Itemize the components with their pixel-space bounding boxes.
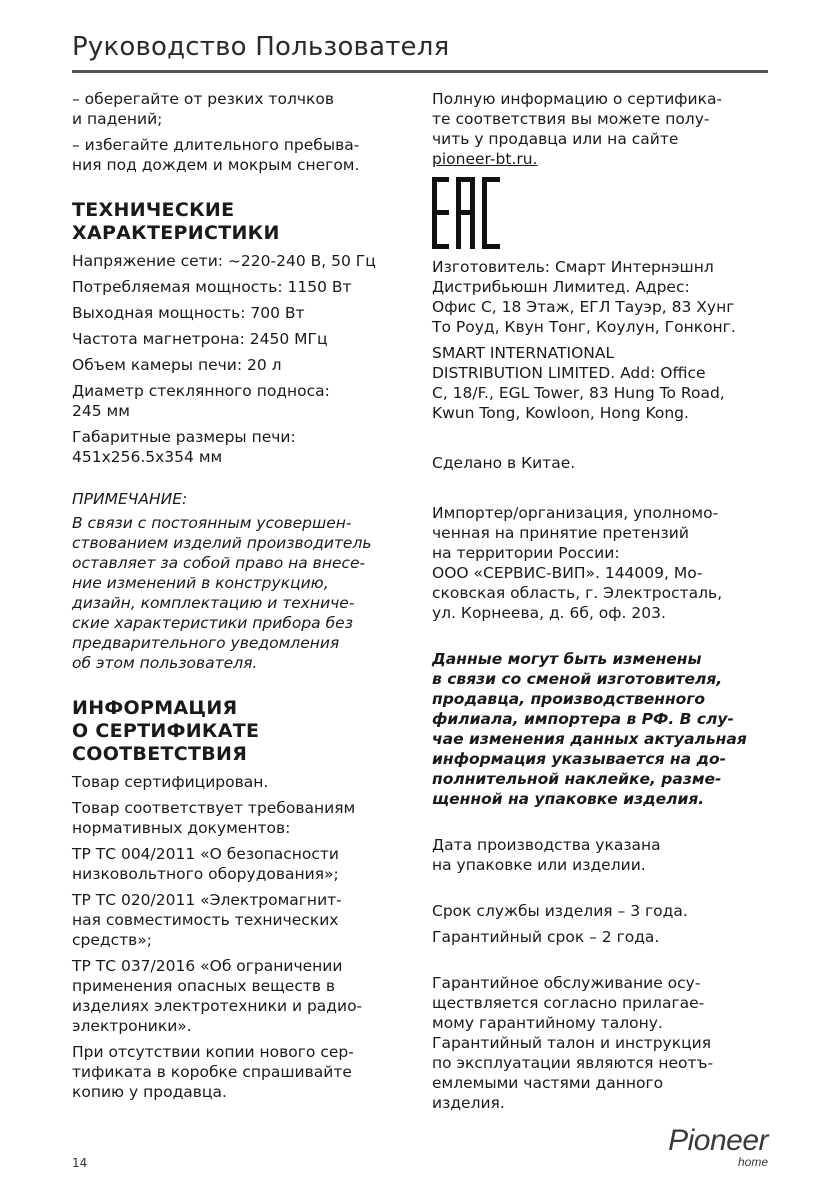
tech-specs-heading: ТЕХНИЧЕСКИЕ ХАРАКТЕРИСТИКИ bbox=[72, 199, 280, 244]
spec-output-power: Выходная мощность: 700 Вт bbox=[72, 304, 305, 322]
warranty-service-info: Гарантийное обслуживание осу- ществляется согласно прилагае- мому гарантийному талону. Гарантийный талон и инструкция по эксплуатации являются неотъ- емлемыми частями данного изделия. bbox=[432, 974, 714, 1112]
brand-logo bbox=[620, 1126, 768, 1169]
production-date-info: Дата производства указана на упаковке или изделии. bbox=[432, 836, 661, 874]
data-change-notice: Данные могут быть изменены в связи со сменой изготовителя, продавца, производственного филиала, импортера в РФ. В слу- чае изменения данных актуальная информация указывается на до- полнительной наклейке, разме- щенной на упаковке изделия. bbox=[432, 650, 747, 808]
made-in: Сделано в Китае. bbox=[432, 454, 576, 472]
spec-dimensions: Габаритные размеры печи: 451х256.5х354 мм bbox=[72, 428, 296, 466]
service-life: Срок службы изделия – 3 года. bbox=[432, 902, 688, 920]
manufacturer-ru: Изготовитель: Смарт Интернэшнл Дистрибьюшн Лимитед. Адрес: Офис С, 18 Этаж, ЕГЛ Тауэр, 83 Хунг То Роуд, Квун Тонг, Коулун, Гонконг. bbox=[432, 258, 736, 336]
spec-cavity-volume: Объем камеры печи: 20 л bbox=[72, 356, 282, 374]
cert-paragraph: ТР ТС 004/2011 «О безопасности низковольтного оборудования»; bbox=[72, 845, 339, 883]
brand-name: Pioneer bbox=[668, 1124, 768, 1157]
cert-paragraph: При отсутствии копии нового сер- тификата в коробке спрашивайте копию у продавца. bbox=[72, 1043, 354, 1101]
care-item-shocks: – оберегайте от резких толчков и падений; bbox=[72, 90, 334, 128]
cert-site-link[interactable]: pioneer-bt.ru. bbox=[432, 150, 538, 168]
cert-info-text bbox=[432, 89, 772, 169]
warranty-term: Гарантийный срок – 2 года. bbox=[432, 928, 660, 946]
spec-power-consumption: Потребляемая мощность: 1150 Вт bbox=[72, 278, 352, 296]
importer-info: Импортер/организация, уполномо- ченная на принятие претензий на территории России: ООО «СЕРВИС-ВИП». 144009, Мо- сковская область, г. Электросталь, ул. Корнеева, д. 6б, оф. 203. bbox=[432, 504, 723, 622]
cert-paragraph: ТР ТС 020/2011 «Электромагнит- ная совместимость технических средств»; bbox=[72, 891, 342, 949]
cert-paragraph: ТР ТС 037/2016 «Об ограничении применения опасных веществ в изделиях электротехники и радио- электроники». bbox=[72, 957, 363, 1035]
brand-subtitle: home bbox=[737, 1155, 768, 1169]
manufacturer-en: SMART INTERNATIONAL DISTRIBUTION LIMITED. Add: Office C, 18/F., EGL Tower, 83 Hung To Road, Kwun Tong, Kowloon, Hong Kong. bbox=[432, 344, 725, 422]
header-divider bbox=[72, 70, 768, 73]
spec-magnetron-frequency: Частота магнетрона: 2450 МГц bbox=[72, 330, 328, 348]
left-column bbox=[72, 89, 412, 1108]
spec-tray-diameter: Диаметр стеклянного подноса: 245 мм bbox=[72, 382, 330, 420]
cert-paragraph: Товар соответствует требованиям нормативных документов: bbox=[72, 799, 356, 837]
cert-info-body: Полную информацию о сертифика- те соответствия вы можете полу- чить у продавца или на сайте bbox=[432, 90, 723, 148]
note-text: В связи с постоянным усовершен- ствованием изделий производитель оставляет за собой право на внесе- ние изменений в конструкцию, дизайн, комплектацию и техниче- ские характеристики прибора без предварительного уведомления об этом пользователя. bbox=[72, 514, 372, 672]
spec-voltage: Напряжение сети: ~220-240 В, 50 Гц bbox=[72, 252, 376, 270]
eac-mark-icon bbox=[432, 177, 500, 249]
page-number: 14 bbox=[72, 1156, 88, 1170]
certificate-heading: ИНФОРМАЦИЯ О СЕРТИФИКАТЕ СООТВЕТСТВИЯ bbox=[72, 697, 260, 765]
care-item-rain: – избегайте длительного пребыва- ния под дождем и мокрым снегом. bbox=[72, 136, 360, 174]
cert-paragraph: Товар сертифицирован. bbox=[72, 773, 269, 791]
note-label: ПРИМЕЧАНИЕ: bbox=[72, 490, 188, 508]
page-title: Руководство Пользователя bbox=[72, 32, 450, 62]
right-column bbox=[432, 89, 772, 1119]
